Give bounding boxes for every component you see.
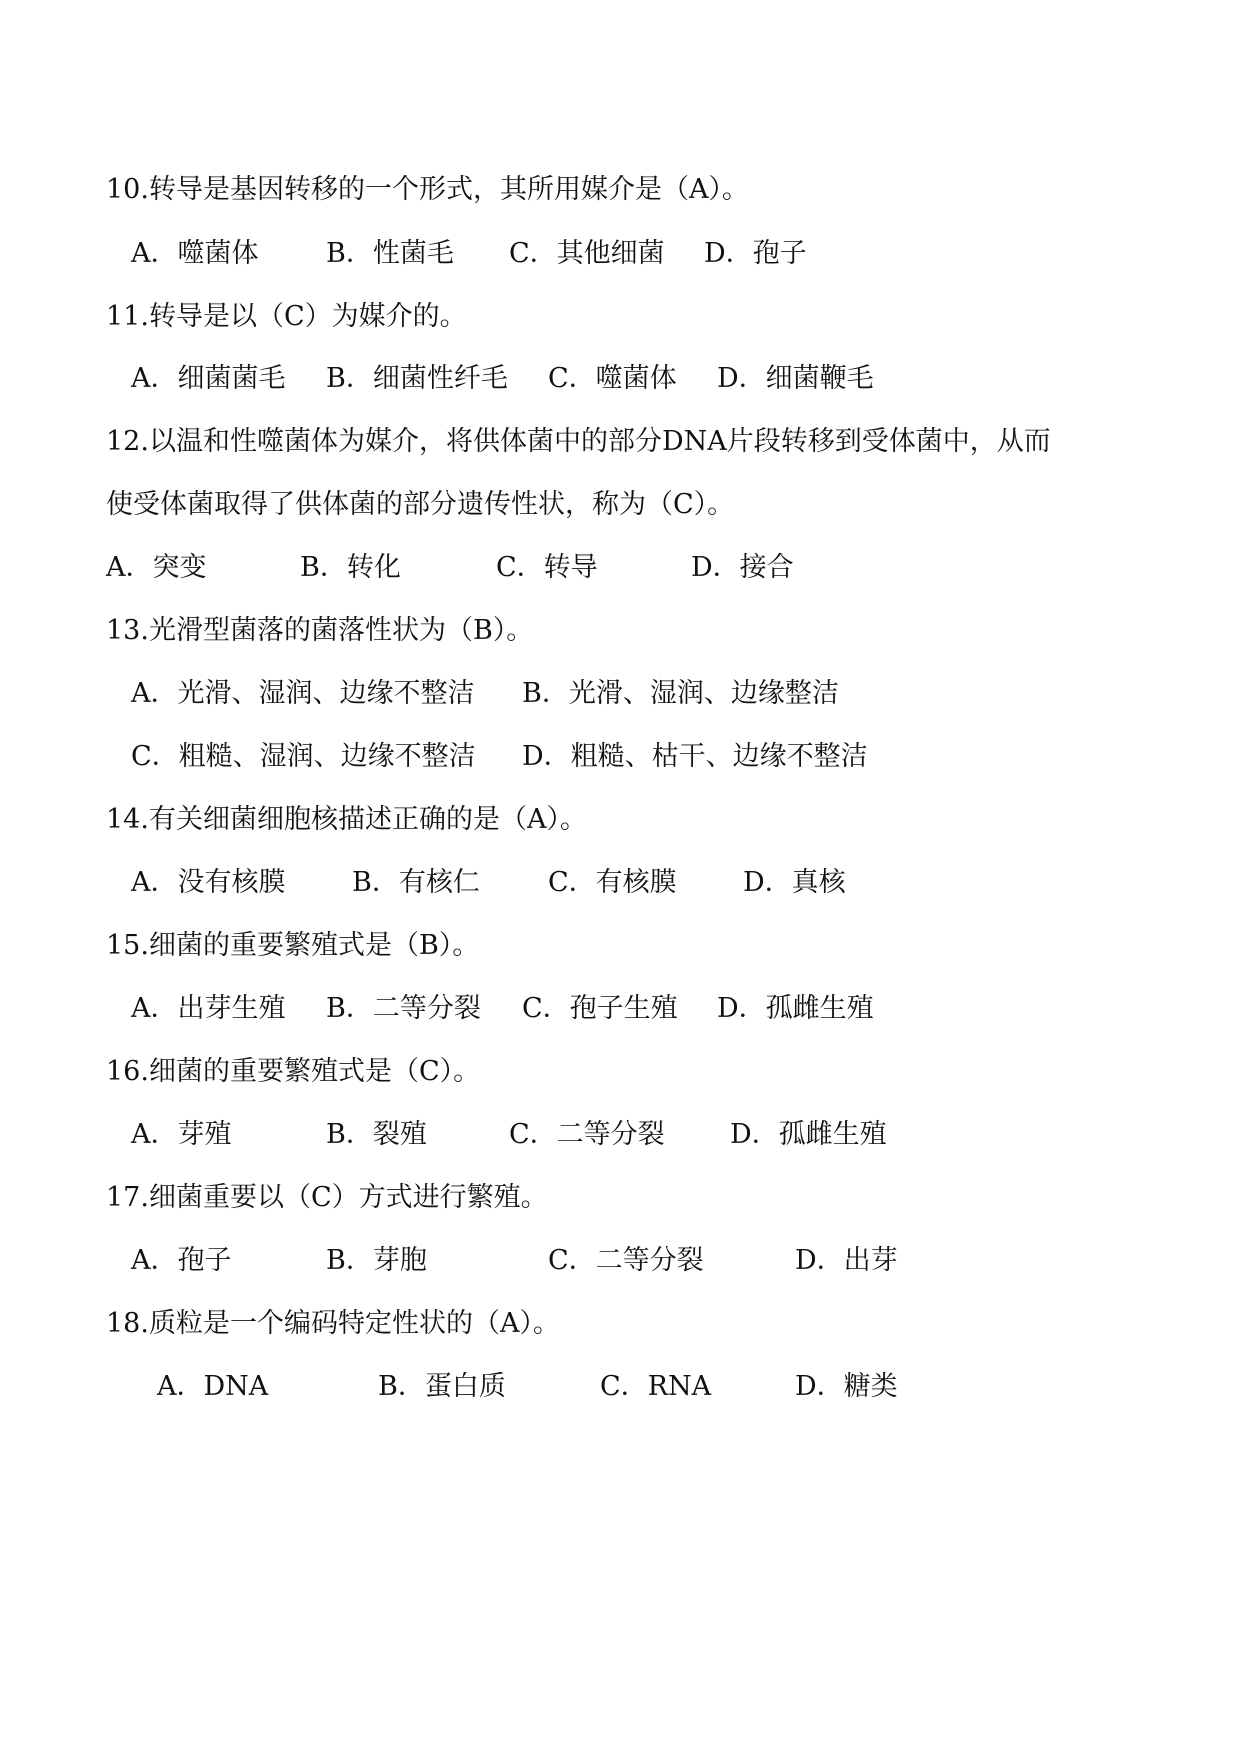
question-14-option-a: A．没有核膜: [131, 867, 286, 898]
question-15-option-b: B．二等分裂: [326, 993, 481, 1024]
question-13-option-d: D．粗糙、枯干、边缘不整洁: [522, 741, 868, 772]
question-10-option-d: D．孢子: [704, 238, 807, 269]
question-16-option-d: D．孤雌生殖: [730, 1119, 887, 1150]
question-16-option-a: A．芽殖: [131, 1119, 232, 1150]
question-11-stem: 11.转导是以（C）为媒介的。: [106, 301, 467, 332]
question-16-option-c: C．二等分裂: [509, 1119, 665, 1150]
question-18-option-a: A．DNA: [157, 1371, 269, 1402]
question-14-option-b: B．有核仁: [352, 867, 480, 898]
question-17-option-a: A．孢子: [131, 1245, 232, 1276]
question-12-option-d: D．接合: [691, 552, 794, 583]
question-12-option-b: B．转化: [300, 552, 401, 583]
question-13-option-b: B．光滑、湿润、边缘整洁: [522, 678, 839, 709]
question-18-stem: 18.质粒是一个编码特定性状的（A）。: [106, 1308, 560, 1339]
question-12-stem-line-2: 使受体菌取得了供体菌的部分遗传性状，称为（C）。: [106, 489, 735, 520]
question-17-stem: 17.细菌重要以（C）方式进行繁殖。: [106, 1182, 548, 1213]
question-16-stem: 16.细菌的重要繁殖式是（C）。: [106, 1056, 481, 1087]
question-18-option-d: D．糖类: [795, 1371, 898, 1402]
question-14-option-c: C．有核膜: [548, 867, 677, 898]
question-15-option-c: C．孢子生殖: [522, 993, 678, 1024]
question-10-option-a: A．噬菌体: [131, 238, 259, 269]
question-16-option-b: B．裂殖: [326, 1119, 427, 1150]
question-12-option-a: A．突变: [106, 552, 207, 583]
question-14-option-d: D．真核: [743, 867, 846, 898]
question-15-option-d: D．孤雌生殖: [717, 993, 874, 1024]
question-15-option-a: A．出芽生殖: [131, 993, 286, 1024]
question-11-option-d: D．细菌鞭毛: [717, 363, 874, 394]
question-11-option-b: B．细菌性纤毛: [326, 363, 508, 394]
question-18-option-c: C．RNA: [600, 1371, 712, 1402]
question-13-stem: 13.光滑型菌落的菌落性状为（B）。: [106, 615, 534, 646]
question-12-option-c: C．转导: [496, 552, 598, 583]
question-17-option-c: C．二等分裂: [548, 1245, 704, 1276]
question-10-option-b: B．性菌毛: [326, 238, 454, 269]
question-17-option-b: B．芽胞: [326, 1245, 427, 1276]
question-15-stem: 15.细菌的重要繁殖式是（B）。: [106, 930, 480, 961]
question-10-stem: 10.转导是基因转移的一个形式，其所用媒介是（A）。: [106, 174, 749, 205]
question-13-option-a: A．光滑、湿润、边缘不整洁: [131, 678, 475, 709]
question-12-stem-line-1: 12.以温和性噬菌体为媒介，将供体菌中的部分DNA片段转移到受体菌中，从而: [106, 426, 1051, 457]
question-10-option-c: C．其他细菌: [509, 238, 665, 269]
question-11-option-c: C．噬菌体: [548, 363, 677, 394]
question-18-option-b: B．蛋白质: [378, 1371, 506, 1402]
question-13-option-c: C．粗糙、湿润、边缘不整洁: [131, 741, 476, 772]
question-11-option-a: A．细菌菌毛: [131, 363, 286, 394]
question-14-stem: 14.有关细菌细胞核描述正确的是（A）。: [106, 804, 587, 835]
question-17-option-d: D．出芽: [795, 1245, 898, 1276]
